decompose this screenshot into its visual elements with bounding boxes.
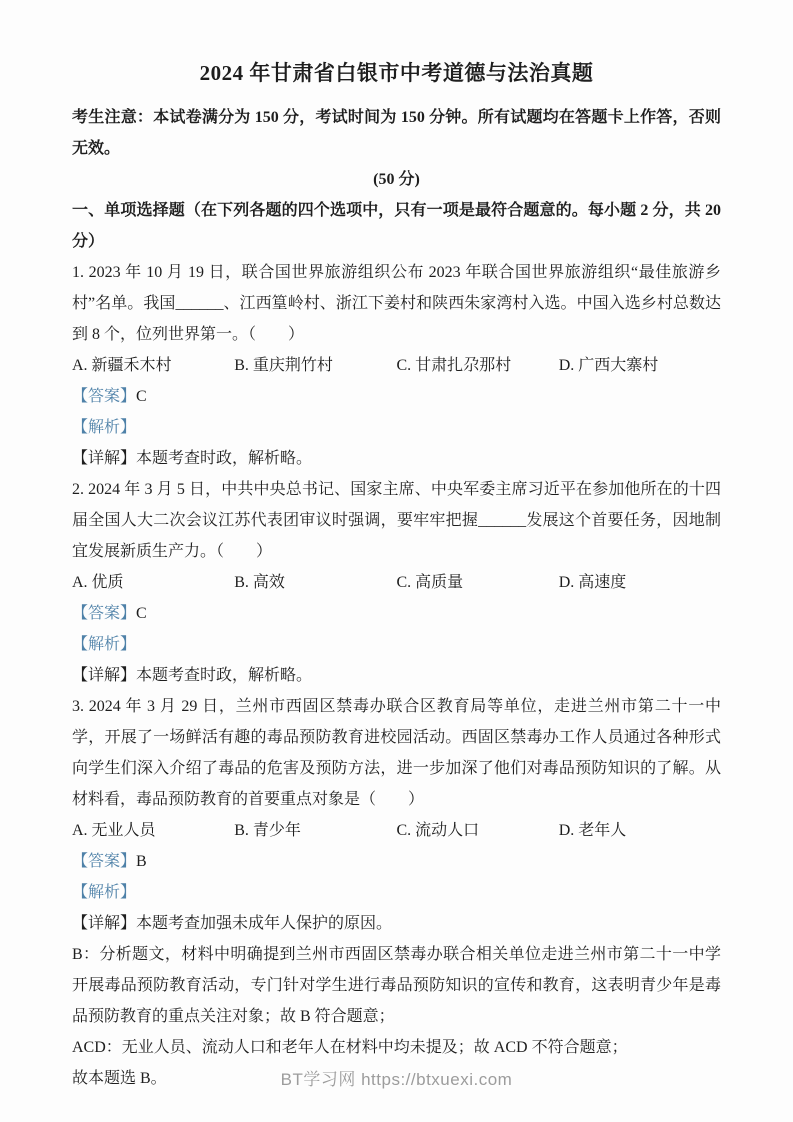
question-2-stem: 2. 2024 年 3 月 5 日，中共中央总书记、国家主席、中央军委主席习近平在参加他所在的十四届全国人大二次会议江苏代表团审议时强调，要牢牢把握______发展这个首要任务，因地制宜发展新质生产力。（ ） <box>72 481 721 560</box>
question-1-answer-line <box>72 381 721 412</box>
question-3-analysis-line <box>72 877 721 908</box>
question-3-options <box>72 815 721 846</box>
analysis-tag: 【解析】 <box>72 884 137 901</box>
question-1-detail-line <box>72 443 721 474</box>
question-3-conclusion: 故本题选 B。 <box>72 1070 167 1087</box>
analysis-tag: 【解析】 <box>72 419 137 436</box>
watermark-footer: BT学习网 https://btxuexi.com <box>280 1070 513 1089</box>
detail-tag: 【详解】 <box>72 915 137 932</box>
answer-tag: 【答案】 <box>72 605 137 622</box>
question-2 <box>72 474 721 691</box>
question-3-option-d: D. 老年人 <box>558 822 627 839</box>
question-1-option-d: D. 广西大寨村 <box>558 357 659 374</box>
question-2-option-d: D. 高速度 <box>558 574 627 591</box>
question-1-option-a: A. 新疆禾木村 <box>72 357 172 374</box>
question-1-analysis-line <box>72 412 721 443</box>
question-1-detail: 本题考查时政，解析略。 <box>136 450 313 467</box>
question-2-option-c: C. 高质量 <box>396 574 464 591</box>
question-2-detail-line <box>72 660 721 691</box>
question-3 <box>72 691 721 1094</box>
analysis-tag: 【解析】 <box>72 636 137 653</box>
question-1-stem: 1. 2023 年 10 月 19 日，联合国世界旅游组织公布 2023 年联合国世界旅游组织“最佳旅游乡村”名单。我国______、江西篁岭村、浙江下姜村和陕西朱家湾村入选。中国入选乡村总数达到 8 个，位列世界第一。（ ） <box>72 264 721 343</box>
question-3-stem: 3. 2024 年 3 月 29 日，兰州市西固区禁毒办联合区教育局等单位，走进兰州市第二十一中学，开展了一场鲜活有趣的毒品预防教育进校园活动。西固区禁毒办工作人员通过各种形式向学生们深入介绍了毒品的危害及预防方法，进一步加深了他们对毒品预防知识的了解。从材料看，毒品预防教育的首要重点对象是（ ） <box>72 698 721 808</box>
question-2-detail: 本题考查时政，解析略。 <box>136 667 313 684</box>
question-3-answer-line <box>72 846 721 877</box>
question-1 <box>72 257 721 474</box>
question-3-option-b: B. 青少年 <box>234 822 301 839</box>
question-1-option-b: B. 重庆荆竹村 <box>234 357 333 374</box>
question-2-options <box>72 567 721 598</box>
question-3-explanation-b: B：分析题文，材料中明确提到兰州市西固区禁毒办联合相关单位走进兰州市第二十一中学开展毒品预防教育活动，专门针对学生进行毒品预防知识的宣传和教育，这表明青少年是毒品预防教育的重点关注对象；故 B 符合题意； <box>72 946 721 1025</box>
question-1-option-c: C. 甘肃扎尕那村 <box>396 357 512 374</box>
exam-notice: 考生注意：本试卷满分为 150 分，考试时间为 150 分钟。所有试题均在答题卡上作答，否则无效。 <box>72 109 721 157</box>
question-3-option-a: A. 无业人员 <box>72 822 156 839</box>
question-1-answer: C <box>136 388 147 405</box>
question-2-answer: C <box>136 605 147 622</box>
question-2-analysis-line <box>72 629 721 660</box>
question-2-option-b: B. 高效 <box>234 574 285 591</box>
detail-tag: 【详解】 <box>72 450 137 467</box>
answer-tag: 【答案】 <box>72 388 137 405</box>
question-3-explanation-acd: ACD：无业人员、流动人口和老年人在材料中均未提及；故 ACD 不符合题意； <box>72 1039 628 1056</box>
question-2-option-a: A. 优质 <box>72 574 124 591</box>
detail-tag: 【详解】 <box>72 667 137 684</box>
section-heading: 一、单项选择题（在下列各题的四个选项中，只有一项是最符合题意的。每小题 2 分，共 20 分） <box>72 202 721 250</box>
page-title: 2024 年甘肃省白银市中考道德与法治真题 <box>199 61 594 85</box>
question-2-answer-line <box>72 598 721 629</box>
question-3-answer: B <box>136 853 147 870</box>
total-score-line: (50 分) <box>373 171 420 188</box>
question-3-option-c: C. 流动人口 <box>396 822 480 839</box>
answer-tag: 【答案】 <box>72 853 137 870</box>
question-3-detail-line <box>72 908 721 939</box>
question-1-options <box>72 350 721 381</box>
question-3-detail: 本题考查加强未成年人保护的原因。 <box>136 915 393 932</box>
